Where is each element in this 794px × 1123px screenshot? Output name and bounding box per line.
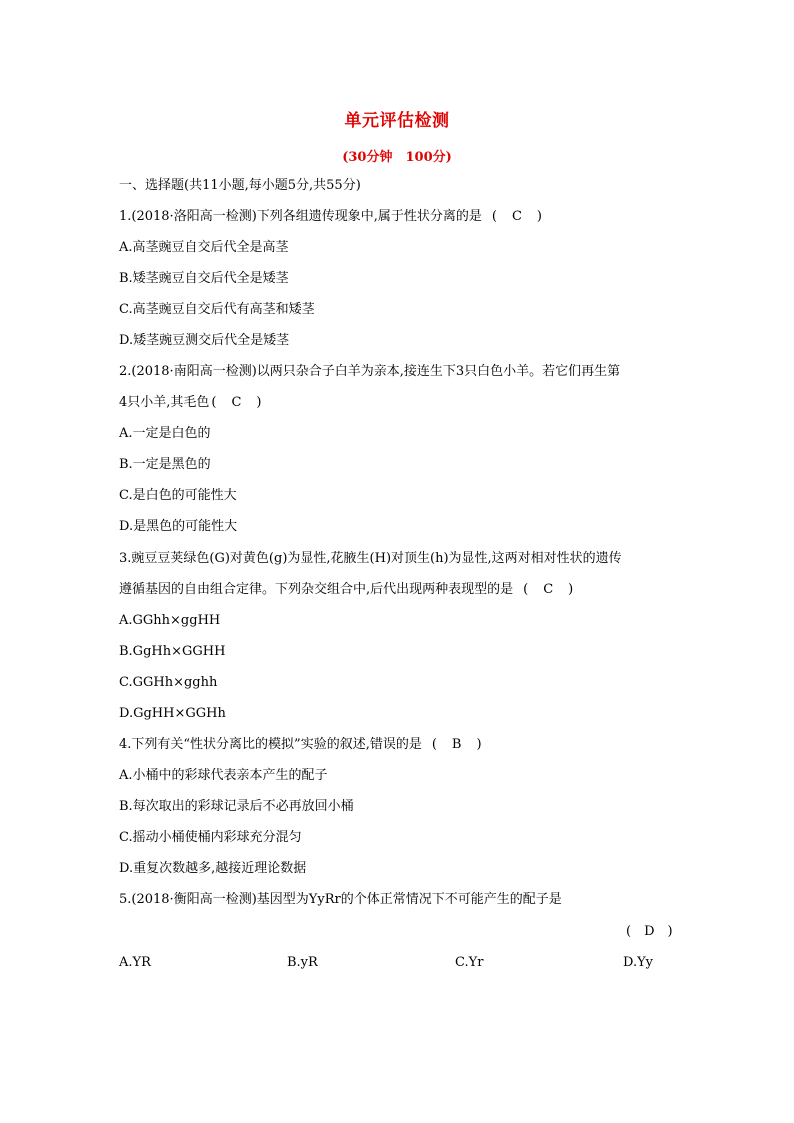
question-1-option-d: D.矮茎豌豆测交后代全是矮茎 [119,333,290,348]
question-5-stem: 5.(2018·衡阳高一检测)基因型为YyRr的个体正常情况下不可能产生的配子是 [119,892,562,907]
question-3-option-a: A.GGhh×ggHH [119,613,221,628]
question-3-stem-line-1: 3.豌豆豆荚绿色(G)对黄色(g)为显性,花腋生(H)对顶生(h)为显性,这两对相对性状的遗传 [119,551,622,566]
question-4-option-c: C.摇动小桶使桶内彩球充分混匀 [119,830,302,845]
question-5-answer: ( D ) [626,924,673,939]
question-2-option-c: C.是白色的可能性大 [119,488,237,503]
question-1-option-a: A.高茎豌豆自交后代全是高茎 [119,240,289,255]
question-2-option-d: D.是黑色的可能性大 [119,519,238,534]
question-5-option-d: D.Yy [623,955,654,970]
question-5-option-c: C.Yr [455,955,484,970]
question-5-option-b: B.yR [287,955,318,970]
question-4-option-a: A.小桶中的彩球代表亲本产生的配子 [119,768,328,783]
question-2-option-a: A.一定是白色的 [119,426,211,441]
question-3-answer: ( C ) [523,582,575,597]
question-3-stem-line-2: 遵循基因的自由组合定律。下列杂交组合中,后代出现两种表现型的是 ( C ) [119,582,575,597]
question-2-option-b: B.一定是黑色的 [119,457,211,472]
question-3-option-d: D.GgHH×GGHh [119,706,226,721]
question-1-answer: ( C ) [491,209,543,224]
question-1-option-c: C.高茎豌豆自交后代有高茎和矮茎 [119,302,315,317]
page-title: 单元评估检测 [344,111,450,131]
question-4-option-d: D.重复次数越多,越接近理论数据 [119,861,307,876]
question-2-stem-line-1: 2.(2018·南阳高一检测)以两只杂合子白羊为亲本,接连生下3只白色小羊。若它们再生第 [119,364,621,379]
section-heading: 一、选择题(共11小题,每小题5分,共55分) [119,178,361,193]
question-3-option-c: C.GGHh×gghh [119,675,218,690]
question-1-stem: 1.(2018·洛阳高一检测)下列各组遗传现象中,属于性状分离的是 ( C ) [119,209,543,224]
question-2-stem-line-2: 4只小羊,其毛色 ( C ) [119,395,263,410]
question-5-option-a: A.YR [119,955,151,970]
question-1-option-b: B.矮茎豌豆自交后代全是矮茎 [119,271,289,286]
question-4-stem: 4.下列有关“性状分离比的模拟”实验的叙述,错误的是 ( B ) [119,737,483,752]
question-3-option-b: B.GgHh×GGHH [119,644,226,659]
question-4-option-b: B.每次取出的彩球记录后不必再放回小桶 [119,799,354,814]
page-subtitle: (30分钟 100分) [342,150,452,165]
question-2-answer: ( C ) [211,395,263,410]
question-4-answer: ( B ) [431,737,483,752]
